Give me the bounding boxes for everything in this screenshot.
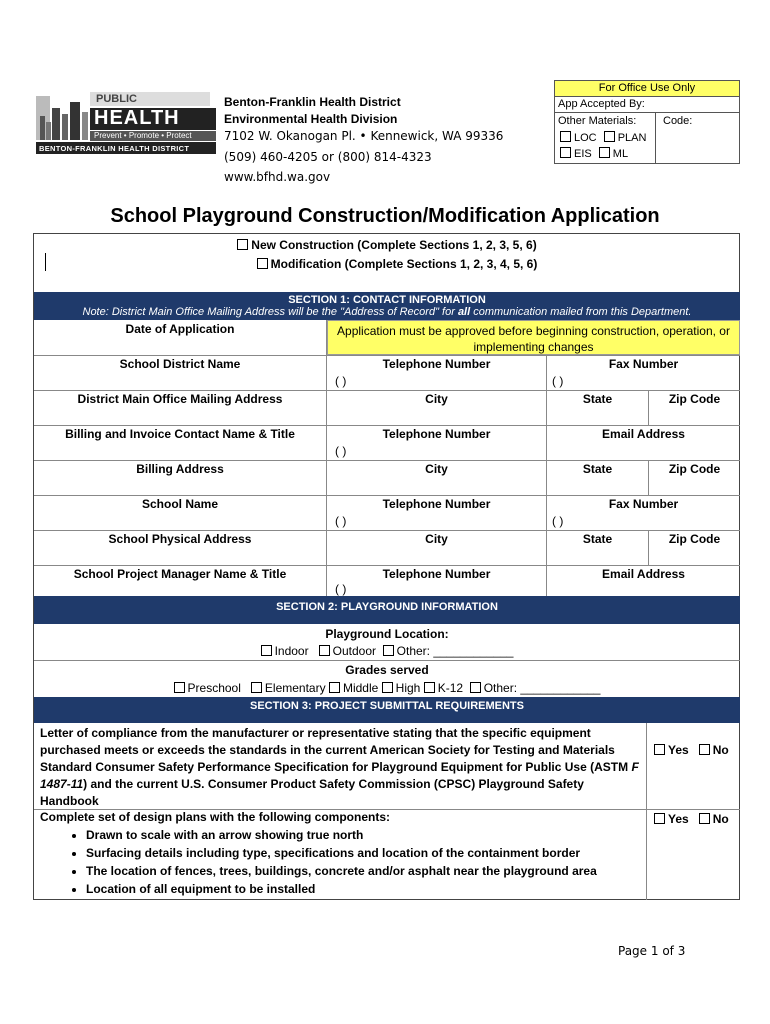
design-plan-bullet: • Drawn to scale with an arrow showing true north — [86, 826, 646, 844]
plan-label: PLAN — [617, 132, 647, 144]
district-telephone-paren: ( ) — [335, 374, 347, 388]
school-fax-label: Fax Number — [608, 497, 679, 511]
outdoor-checkbox[interactable] — [319, 645, 330, 656]
plan-checkbox[interactable] — [604, 131, 615, 142]
new-construction-option[interactable] — [34, 238, 740, 252]
design-plan-bullet: • The location of fences, trees, buildings, concrete and/or asphalt near the playground area — [86, 862, 646, 880]
billing-telephone-label: Telephone Number — [382, 427, 491, 441]
district-fax-label: Fax Number — [608, 357, 679, 371]
school-telephone-label: Telephone Number — [382, 497, 491, 511]
ml-label: ML — [612, 148, 629, 160]
ml-checkbox[interactable] — [599, 147, 610, 158]
grid-h7 — [34, 565, 740, 566]
office-row-loc-plan — [560, 131, 646, 144]
billing-email-label: Email Address — [602, 427, 685, 441]
req1-text-a: Letter of compliance from the manufacturer or representative stating that the specific equipment purchased meets or exceeds the standards in the current American Society for Testing and Materials Standard Consumer Safety Performance Specification for Playground Equipment for Public Use (ASTM — [40, 726, 632, 774]
school-fax-paren: ( ) — [552, 514, 564, 528]
school-telephone-paren: ( ) — [335, 514, 347, 528]
section2-header: SECTION 2: PLAYGROUND INFORMATION — [34, 596, 740, 624]
section1-note — [34, 306, 740, 318]
indoor-label: Indoor — [274, 644, 309, 658]
grid-h1 — [34, 355, 740, 356]
grid-h2 — [34, 390, 740, 391]
req1-no-label: No — [712, 743, 729, 757]
new-construction-label: New Construction (Complete Sections 1, 2, 3, 5, 6) — [251, 238, 537, 252]
mailing-address-label: District Main Office Mailing Address — [77, 392, 283, 406]
grades-served-label: Grades served — [345, 663, 429, 677]
location-other-label: Other: ____________ — [396, 644, 514, 658]
k12-checkbox[interactable] — [424, 682, 435, 693]
school-name-label: School Name — [141, 497, 219, 511]
grid-h4 — [34, 460, 740, 461]
approval-notice: Application must be approved before beginning construction, operation, or implementing changes — [327, 320, 740, 355]
preschool-label: Preschool — [187, 681, 241, 695]
page-title: School Playground Construction/Modification Application — [110, 205, 660, 227]
school-zip-label: Zip Code — [668, 532, 721, 546]
req1-yes-checkbox[interactable] — [654, 744, 665, 755]
req1-yes-no — [654, 743, 729, 757]
req2-yes-label: Yes — [668, 812, 689, 826]
elementary-label: Elementary — [264, 681, 326, 695]
page-number: Page 1 of 3 — [618, 944, 686, 958]
logo-district-text: BENTON-FRANKLIN HEALTH DISTRICT — [39, 144, 190, 153]
text-cursor — [45, 253, 46, 271]
note-bold: all — [457, 306, 471, 318]
modification-checkbox[interactable] — [257, 258, 268, 269]
note-pre: Note: District Main Office Mailing Address will be the "Address of Record" for — [82, 306, 458, 318]
modification-label: Modification (Complete Sections 1, 2, 3, 4, 5, 6) — [270, 257, 538, 271]
billing-city-label: City — [425, 462, 448, 476]
billing-telephone-paren: ( ) — [335, 444, 347, 458]
org-name: Benton-Franklin Health District — [224, 95, 401, 109]
middle-checkbox[interactable] — [329, 682, 340, 693]
grades-options — [34, 681, 740, 695]
office-use-title: For Office Use Only — [555, 81, 739, 97]
playground-location-label: Playground Location: — [325, 627, 449, 641]
office-materials-area — [555, 113, 739, 163]
mailing-zip-label: Zip Code — [668, 392, 721, 406]
location-other-checkbox[interactable] — [383, 645, 394, 656]
org-address: 7102 W. Okanogan Pl. • Kennewick, WA 99336 — [224, 129, 504, 143]
design-plan-bullet-list — [34, 826, 646, 898]
section3-header: SECTION 3: PROJECT SUBMITTAL REQUIREMENTS — [34, 697, 740, 723]
requirement-compliance-letter — [40, 725, 640, 810]
indoor-checkbox[interactable] — [261, 645, 272, 656]
district-fax-paren: ( ) — [552, 374, 564, 388]
school-district-name-label: School District Name — [119, 357, 241, 371]
section1-title: SECTION 1: CONTACT INFORMATION — [288, 294, 486, 306]
school-physical-address-label: School Physical Address — [108, 532, 252, 546]
logo-tagline: Prevent • Promote • Protect — [94, 131, 192, 140]
preschool-checkbox[interactable] — [174, 682, 185, 693]
code-label: Code: — [663, 115, 693, 127]
req1-no-checkbox[interactable] — [699, 744, 710, 755]
grid-h3 — [34, 425, 740, 426]
billing-zip-label: Zip Code — [668, 462, 721, 476]
k12-label: K-12 — [437, 681, 464, 695]
grid-h5 — [34, 495, 740, 496]
logo-public-text: PUBLIC — [96, 93, 137, 105]
req2-no-label: No — [712, 812, 729, 826]
requirement-design-plans: Complete set of design plans with the following components: — [40, 810, 391, 824]
mailing-state-label: State — [582, 392, 613, 406]
new-construction-checkbox[interactable] — [237, 239, 248, 250]
eis-label: EIS — [574, 148, 592, 160]
manager-email-label: Email Address — [602, 567, 685, 581]
playground-location-options — [34, 644, 740, 658]
bfhd-logo — [36, 88, 216, 154]
design-plan-components — [34, 826, 646, 898]
loc-label: LOC — [574, 132, 597, 144]
design-plan-bullet: • Location of all equipment to be installed — [86, 880, 646, 898]
billing-contact-label: Billing and Invoice Contact Name & Title — [65, 427, 295, 441]
school-city-label: City — [425, 532, 448, 546]
org-website: www.bfhd.wa.gov — [224, 170, 331, 184]
high-label: High — [395, 681, 421, 695]
grades-other-label: Other: ____________ — [483, 681, 601, 695]
office-use-box — [554, 80, 740, 164]
billing-state-label: State — [582, 462, 613, 476]
date-of-application-label: Date of Application — [125, 322, 235, 336]
note-post: communication mailed from this Department. — [470, 306, 692, 318]
modification-option[interactable] — [44, 257, 750, 271]
office-row-eis-ml — [560, 147, 628, 160]
division-name: Environmental Health Division — [224, 112, 398, 126]
req1-astm-code: F 1487-11 — [40, 760, 639, 791]
grid-h6 — [34, 530, 740, 531]
outdoor-label: Outdoor — [332, 644, 376, 658]
org-phone: (509) 460-4205 or (800) 814-4323 — [224, 150, 432, 164]
app-accepted-by: App Accepted By: — [555, 97, 739, 113]
section1-header — [34, 292, 740, 320]
design-plan-bullet: • Surfacing details including type, specifications and location of the containment border — [86, 844, 646, 862]
elementary-checkbox[interactable] — [251, 682, 262, 693]
billing-address-label: Billing Address — [136, 462, 224, 476]
project-manager-label: School Project Manager Name & Title — [73, 567, 287, 581]
manager-telephone-label: Telephone Number — [382, 567, 491, 581]
grid-h8 — [34, 660, 740, 661]
logo-health-text: HEALTH — [94, 107, 180, 129]
other-materials-label: Other Materials: — [558, 115, 637, 127]
req2-yes-no — [654, 812, 729, 826]
school-state-label: State — [582, 532, 613, 546]
req1-text-b: ) and the current U.S. Consumer Product Safety Commission (CPSC) Playground Safety Handbook — [40, 777, 584, 808]
req1-yes-label: Yes — [668, 743, 689, 757]
manager-telephone-paren: ( ) — [335, 582, 347, 596]
mailing-city-label: City — [425, 392, 448, 406]
grades-other-checkbox[interactable] — [470, 682, 481, 693]
middle-label: Middle — [342, 681, 379, 695]
grid-v4 — [646, 723, 647, 900]
req2-no-checkbox[interactable] — [699, 813, 710, 824]
eis-checkbox[interactable] — [560, 147, 571, 158]
loc-checkbox[interactable] — [560, 131, 571, 142]
district-telephone-label: Telephone Number — [382, 357, 491, 371]
high-checkbox[interactable] — [382, 682, 393, 693]
req2-yes-checkbox[interactable] — [654, 813, 665, 824]
